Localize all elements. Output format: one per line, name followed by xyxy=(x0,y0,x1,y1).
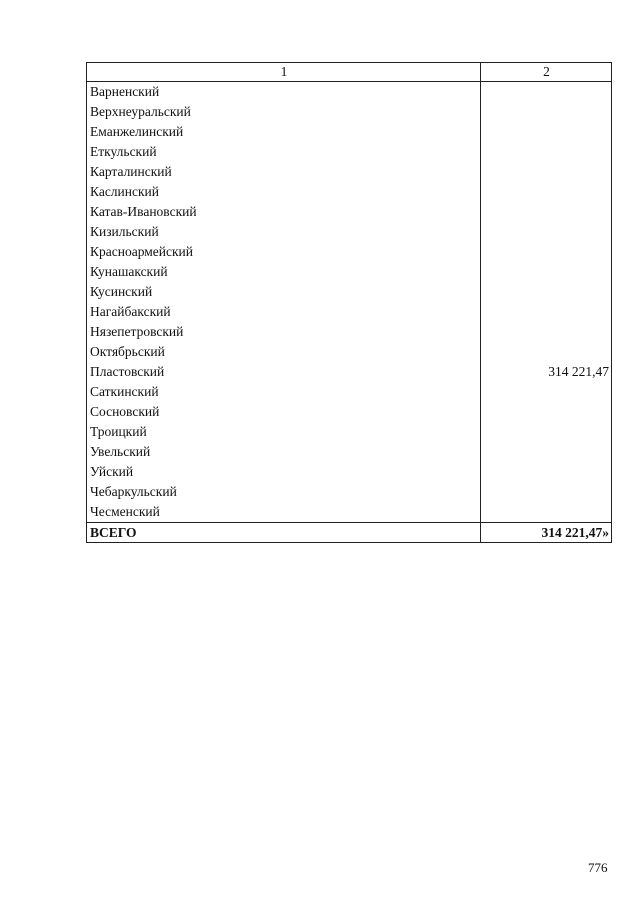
district-name: Саткинский xyxy=(87,382,481,402)
total-value: 314 221,47» xyxy=(481,523,612,543)
table-row xyxy=(87,182,612,202)
district-value xyxy=(481,402,612,422)
district-name: Кизильский xyxy=(87,222,481,242)
district-value xyxy=(481,162,612,182)
page-number: 776 xyxy=(588,860,608,875)
table-row xyxy=(87,122,612,142)
district-name: Еткульский xyxy=(87,142,481,162)
district-value xyxy=(481,282,612,302)
district-value xyxy=(481,382,612,402)
district-name: Кусинский xyxy=(87,282,481,302)
table-row xyxy=(87,142,612,162)
district-value xyxy=(481,462,612,482)
district-value xyxy=(481,202,612,222)
district-name: Чесменский xyxy=(87,502,481,523)
table-row xyxy=(87,402,612,422)
table-row xyxy=(87,202,612,222)
district-name: Нязепетровский xyxy=(87,322,481,342)
district-name: Пластовский xyxy=(87,362,481,382)
district-name: Верхнеуральский xyxy=(87,102,481,122)
column-header-1: 1 xyxy=(87,63,481,82)
district-value xyxy=(481,182,612,202)
district-name: Красноармейский xyxy=(87,242,481,262)
table-row xyxy=(87,102,612,122)
district-value xyxy=(481,142,612,162)
district-value xyxy=(481,242,612,262)
table-row xyxy=(87,362,612,382)
district-value xyxy=(481,102,612,122)
district-name: Карталинский xyxy=(87,162,481,182)
district-name: Сосновский xyxy=(87,402,481,422)
table-row xyxy=(87,442,612,462)
district-name: Еманжелинский xyxy=(87,122,481,142)
column-header-2: 2 xyxy=(481,63,612,82)
table-row xyxy=(87,222,612,242)
table-row xyxy=(87,322,612,342)
table-row xyxy=(87,82,612,103)
table-row xyxy=(87,262,612,282)
district-value xyxy=(481,222,612,242)
district-name: Варненский xyxy=(87,82,481,103)
district-value: 314 221,47 xyxy=(481,362,612,382)
document-sheet xyxy=(86,62,611,543)
district-name: Нагайбакский xyxy=(87,302,481,322)
table-row xyxy=(87,242,612,262)
table-row xyxy=(87,462,612,482)
table-row xyxy=(87,482,612,502)
district-value xyxy=(481,422,612,442)
district-value xyxy=(481,322,612,342)
table-row xyxy=(87,282,612,302)
table-header-row xyxy=(87,63,612,82)
district-value xyxy=(481,442,612,462)
district-value xyxy=(481,262,612,282)
district-value xyxy=(481,502,612,523)
district-value xyxy=(481,122,612,142)
district-value xyxy=(481,482,612,502)
districts-table xyxy=(86,62,612,543)
table-row xyxy=(87,502,612,523)
district-name: Троицкий xyxy=(87,422,481,442)
total-label: ВСЕГО xyxy=(87,523,481,543)
district-value xyxy=(481,302,612,322)
district-name: Кунашакский xyxy=(87,262,481,282)
district-value xyxy=(481,82,612,103)
table-body xyxy=(87,82,612,523)
table-row xyxy=(87,302,612,322)
table-row xyxy=(87,382,612,402)
table-row xyxy=(87,422,612,442)
district-name: Чебаркульский xyxy=(87,482,481,502)
total-row xyxy=(87,523,612,543)
table-row xyxy=(87,162,612,182)
district-name: Октябрьский xyxy=(87,342,481,362)
district-value xyxy=(481,342,612,362)
district-name: Каслинский xyxy=(87,182,481,202)
district-name: Катав-Ивановский xyxy=(87,202,481,222)
table-row xyxy=(87,342,612,362)
district-name: Увельский xyxy=(87,442,481,462)
district-name: Уйский xyxy=(87,462,481,482)
